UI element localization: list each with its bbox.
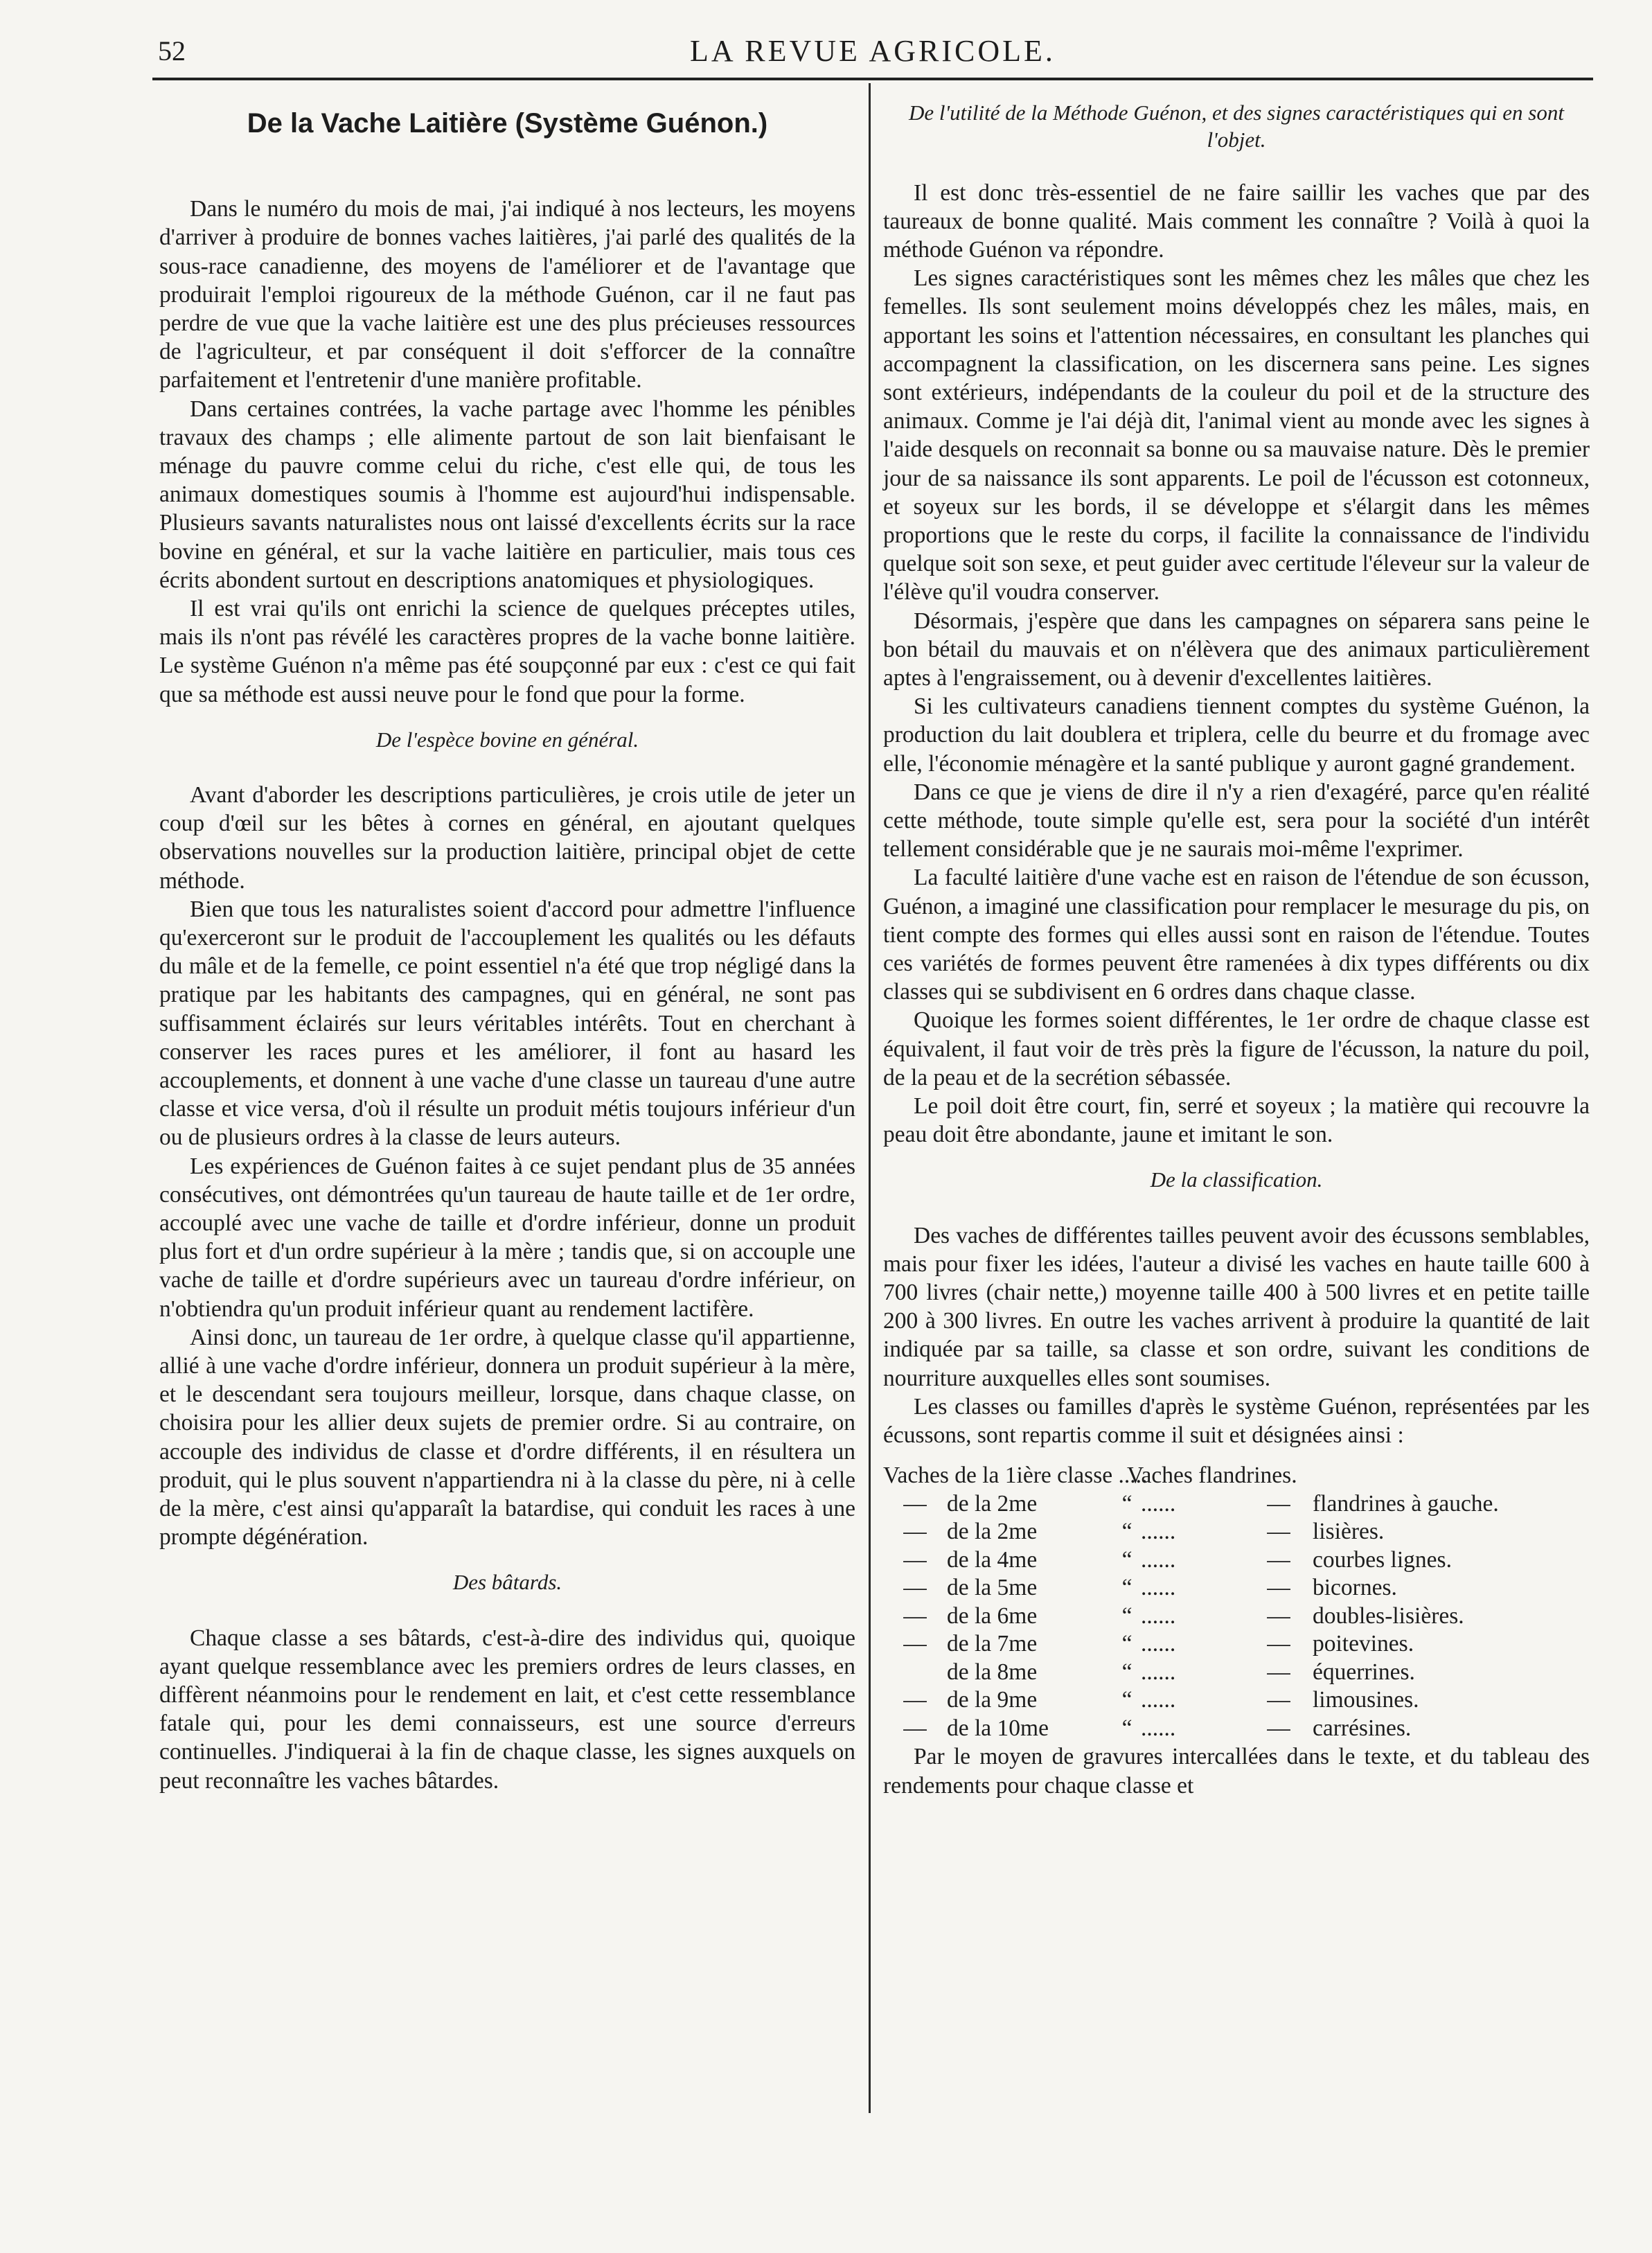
classification-row [883, 1546, 1590, 1575]
classification-row [883, 1630, 1590, 1659]
classification-row [883, 1462, 1590, 1490]
classification-lead: — [903, 1490, 927, 1517]
classification-dash: — [1267, 1659, 1290, 1685]
classification-table [883, 1462, 1590, 1742]
classification-dots: ...... [1141, 1602, 1176, 1629]
classification-name: carrésines. [1313, 1715, 1412, 1741]
paragraph: Le poil doit être court, fin, serré et soyeux ; la matière qui recouvre la peau doit être abondante, jaune et imitant le son. [883, 1093, 1590, 1148]
classification-order: Vaches de la 1ière classe ..... [883, 1463, 1148, 1489]
classification-quote: “ [1121, 1631, 1133, 1657]
classification-name: poitevines. [1313, 1631, 1414, 1657]
classification-order: de la 9me [947, 1687, 1038, 1713]
classification-order: de la 10me [947, 1715, 1049, 1741]
classification-row [883, 1686, 1590, 1715]
header-rule [152, 78, 1593, 80]
classification-row [883, 1602, 1590, 1631]
paragraph: Dans ce que je viens de dire il n'y a rien d'exagéré, parce qu'en réalité cette méthode, toute simple qu'elle est, sera pour la société d'un intérêt tellement considérable que je ne saurais moi-même l'exprimer. [883, 779, 1590, 863]
section-heading: Des bâtards. [452, 1570, 562, 1595]
classification-quote: “ [1121, 1490, 1133, 1517]
paragraph: Il est donc très-essentiel de ne faire saillir les vaches que par des taureaux de bonne qualité. Mais comment les connaître ? Voilà à quoi la méthode Guénon va répondre. [883, 179, 1590, 263]
page-header [152, 29, 1593, 78]
classification-quote: “ [1121, 1546, 1133, 1573]
classification-quote: “ [1121, 1519, 1133, 1545]
classification-lead: — [903, 1546, 927, 1573]
classification-quote: “ [1121, 1602, 1133, 1629]
classification-order: de la 8me [947, 1659, 1038, 1685]
paragraph: Ainsi donc, un taureau de 1er ordre, à quelque classe qu'il appartienne, allié à une vache d'ordre inférieur, donnera un produit supérieur à la mère, et le descendant sera toujours meilleur, lorsque, dans chaque classe, on choisira pour les allier deux sujets de premier ordre. Si au contraire, on accouple des individus de classe et d'ordre différents, il en résultera un produit, qui le plus souvent n'appartiendra ni à la classe du père, ni à celle de la mère, c'est ainsi qu'apparaît la batardise, qui conduit les races à une prompte dégénération. [159, 1324, 855, 1550]
right-column [883, 97, 1590, 1800]
classification-name: flandrines à gauche. [1313, 1490, 1499, 1517]
classification-row [883, 1574, 1590, 1602]
classification-order: de la 2me [947, 1490, 1038, 1517]
paragraph: Par le moyen de gravures intercallées dans le texte, et du tableau des rendements pour chaque classe et [883, 1744, 1590, 1799]
classification-dots: ...... [1141, 1575, 1176, 1601]
classification-row [883, 1715, 1590, 1743]
page-number: 52 [158, 35, 186, 67]
classification-name: lisières. [1313, 1519, 1385, 1545]
section-heading: De la classification. [1150, 1167, 1323, 1192]
classification-lead: — [903, 1575, 927, 1601]
classification-lead: — [903, 1602, 927, 1629]
paragraph: Chaque classe a ses bâtards, c'est-à-dire des individus qui, quoique ayant quelque ressemblance avec les premiers ordres de leurs classes, en diffèrent néanmoins pour le rendement en lait, et c'est cette ressemblance fatale qui, pour les demi connaisseurs, est une source d'erreurs continuelles. J'indiquerai à la fin de chaque classe, les signes auxquels on peut reconnaître les vaches bâtardes. [159, 1625, 855, 1794]
paragraph: Bien que tous les naturalistes soient d'accord pour admettre l'influence qu'exerceront sur le produit de l'accouplement les qualités ou les défauts du mâle et de la femelle, ce point essentiel n'a été que trop négligé dans la pratique par les habitants des campagnes, qui en général, ne sont pas suffisamment éclairés sur leurs véritables intérêts. Tout en cherchant à conserver les races pures et les améliorer, il font au hasard les accouplements, et donnent à une vache d'une classe un taureau d'une autre classe et vice versa, d'où il résulte un produit métis toujours inférieur d'un ou de plusieurs ordres à la classe de leurs auteurs. [159, 896, 855, 1151]
classification-lead: — [903, 1687, 927, 1713]
classification-dash: — [1267, 1715, 1290, 1741]
classification-quote: “ [1121, 1659, 1133, 1685]
classification-dash: — [1267, 1575, 1290, 1601]
classification-dash: — [1267, 1602, 1290, 1629]
classification-name: Vaches flandrines. [1127, 1463, 1297, 1489]
paragraph: Si les cultivateurs canadiens tiennent comptes du système Guénon, la production du lait doublera et triplera, celle du beurre et du fromage avec elle, l'économie ménagère et la santé publique y auront gagné grandement. [883, 693, 1590, 777]
classification-dash: — [1267, 1490, 1290, 1517]
classification-dots: ...... [1141, 1715, 1176, 1741]
classification-dash: — [1267, 1519, 1290, 1545]
classification-dots: ...... [1141, 1490, 1176, 1517]
article-title: De la Vache Laitière (Système Guénon.) [247, 108, 768, 139]
paragraph: Dans le numéro du mois de mai, j'ai indiqué à nos lecteurs, les moyens d'arriver à produire de bonnes vaches laitières, j'ai parlé des qualités de la sous-race canadienne, des moyens de l'améliorer et de l'avantage que produirait l'emploi rigoureux de la méthode Guénon, car il ne faut pas perdre de vue que la vache laitière est une des plus précieuses ressources de l'agriculteur, et par conséquent il doit s'efforcer de la connaître parfaitement et l'entretenir d'une manière profitable. [159, 196, 855, 394]
classification-name: courbes lignes. [1313, 1546, 1452, 1573]
section-heading: De l'utilité de la Méthode Guénon, et des signes caractéristiques qui en sont l'objet. [909, 100, 1564, 152]
classification-lead [883, 1659, 947, 1687]
paragraph: Les expériences de Guénon faites à ce sujet pendant plus de 35 années consécutives, ont démontrées qu'un taureau de haute taille et de 1er ordre, accouplé avec une vache de taille et d'ordre inférieur, donne un produit plus fort et d'un ordre supérieur à la mère ; tandis que, si on accouple une vache de taille et d'ordre supérieurs avec un taureau d'ordre inférieur, on n'obtiendra qu'un produit inférieur quant au rendement lactifère. [159, 1153, 855, 1322]
paragraph: Les signes caractéristiques sont les mêmes chez les mâles que chez les femelles. Ils sont seulement moins développés chez les mâles, mais, en apportant les soins et l'attention nécessaires, en consultant les planches qui accompagnent la classification, on les discernera sans peine. Les signes sont extérieurs, indépendants de la couleur du poil et de la structure des animaux. Comme je l'ai déjà dit, l'animal vient au monde avec les signes à l'aide desquels on reconnait sa bonne ou sa mauvaise nature. Dès le premier jour de sa naissance ils sont apparents. Le poil de l'écusson est cotonneux, et soyeux sur les bords, il se développe et s'élargit dans les mêmes proportions que le reste du corps, il facilite la connaissance de l'individu quelque soit son sexe, et peut guider avec certitude l'éleveur sur la valeur de l'élève qu'il voudra conserver. [883, 265, 1590, 606]
classification-name: équerrines. [1313, 1659, 1415, 1685]
classification-order: de la 4me [947, 1546, 1038, 1573]
classification-dash: — [1267, 1631, 1290, 1657]
classification-order: de la 7me [947, 1631, 1038, 1657]
classification-order: de la 6me [947, 1602, 1038, 1629]
classification-dots: ...... [1141, 1546, 1176, 1573]
classification-row [883, 1490, 1590, 1519]
classification-lead: — [903, 1715, 927, 1741]
classification-dash: — [1267, 1687, 1290, 1713]
paragraph: Il est vrai qu'ils ont enrichi la science de quelques préceptes utiles, mais ils n'ont pas révélé les caractères propres de la vache bonne laitière. Le système Guénon n'a même pas été soupçonné par eux : c'est ce qui fait que sa méthode est aussi neuve pour le fond que pour la forme. [159, 596, 855, 707]
classification-dots: ...... [1141, 1631, 1176, 1657]
paragraph: Avant d'aborder les descriptions particulières, je crois utile de jeter un coup d'œil sur les bêtes à cornes en général, en ajoutant quelques observations nouvelles sur la production laitière, principal objet de cette méthode. [159, 781, 855, 894]
classification-row [883, 1659, 1590, 1687]
classification-dash: — [1267, 1546, 1290, 1573]
classification-name: doubles-lisières. [1313, 1602, 1464, 1629]
classification-quote: “ [1121, 1715, 1133, 1741]
paragraph: Dans certaines contrées, la vache partage avec l'homme les pénibles travaux des champs ; elle alimente partout de son lait bienfaisant le ménage du pauvre comme celui du riche, c'est elle qui, de tous les animaux domestiques soumis à l'homme est aujourd'hui indispensable. Plusieurs savants naturalistes nous ont laissé d'excellents écrits sur la race bovine en général, et sur la vache laitière en particulier, mais tous ces écrits abondent surtout en descriptions anatomiques et physiologiques. [159, 396, 855, 593]
classification-quote: “ [1121, 1687, 1133, 1713]
classification-order: de la 5me [947, 1575, 1038, 1601]
classification-dots: ...... [1141, 1659, 1176, 1685]
paragraph: Des vaches de différentes tailles peuvent avoir des écussons semblables, mais pour fixer les idées, l'auteur a divisé les vaches en haute taille 600 à 700 livres (chair nette,) moyenne taille 400 à 500 livres et en petite taille 200 à 300 livres. En outre les vaches arrivent à produire la quantité de lait indiquée par sa taille, sa classe et son ordre, suivant les conditions de nourriture auxquelles elles sont soumises. [883, 1222, 1590, 1391]
classification-quote: “ [1121, 1575, 1133, 1601]
column-divider [869, 83, 871, 2113]
classification-order: de la 2me [947, 1519, 1038, 1545]
classification-dots: ...... [1141, 1687, 1176, 1713]
paragraph: Désormais, j'espère que dans les campagnes on séparera sans peine le bon bétail du mauvais et on n'élèvera que des animaux particulièrement aptes à l'engraissement, ou à devenir d'excellentes laitières. [883, 608, 1590, 691]
left-column [159, 97, 855, 1795]
paragraph: La faculté laitière d'une vache est en raison de l'étendue de son écusson, Guénon, a imaginé une classification pour remplacer le mesurage du pis, on tient compte des formes qui elles aussi sont en raison de l'étendue. Toutes ces variétés de formes peuvent être ramenées à dix types différents ou dix classes qui se subdivisent en 6 ordres dans chaque classe. [883, 865, 1590, 1005]
journal-title: LA REVUE AGRICOLE. [690, 34, 1056, 68]
classification-name: limousines. [1313, 1687, 1419, 1713]
classification-row [883, 1518, 1590, 1546]
paragraph: Quoique les formes soient différentes, le 1er ordre de chaque classe est équivalent, il faut voir de très près la figure de l'écusson, la nature du poil, de la peau et de la secrétion sébassée. [883, 1007, 1590, 1090]
classification-name: bicornes. [1313, 1575, 1397, 1601]
classification-dots: ...... [1141, 1519, 1176, 1545]
classification-lead: — [903, 1631, 927, 1657]
classification-lead: — [903, 1519, 927, 1545]
section-heading: De l'espèce bovine en général. [375, 727, 639, 752]
paragraph: Les classes ou familles d'après le système Guénon, représentées par les écussons, sont repartis comme il suit et désignées ainsi : [883, 1393, 1590, 1448]
